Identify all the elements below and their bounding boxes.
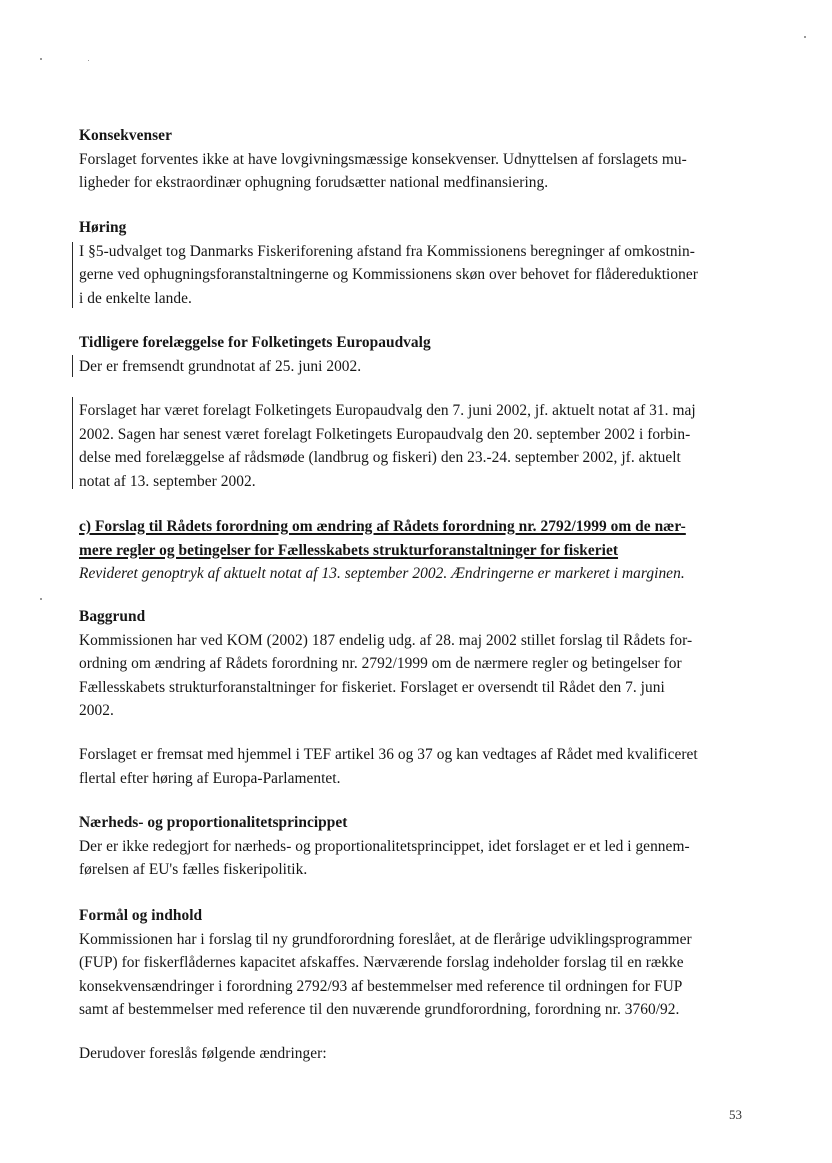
page-number: 53 (729, 1107, 742, 1122)
paragraph-line: Forslaget er fremsat med hjemmel i TEF artikel 36 og 37 og kan vedtages af Rådet med kvalificeret (79, 746, 698, 763)
paragraph-line: flertal efter høring af Europa-Parlamentet. (79, 769, 341, 787)
paragraph-line: Kommissionen har ved KOM (2002) 187 endelig udg. af 28. maj 2002 stillet forslag til Rådets for- (79, 631, 693, 649)
paragraph-line: 2002. Sagen har senest været forelagt Folketingets Europaudvalg den 20. september 2002 i forbin- (79, 425, 691, 443)
section-tidligere (79, 331, 743, 378)
section-horing (79, 216, 743, 310)
section-naerhed (79, 811, 743, 882)
change-bar-horing (72, 242, 73, 308)
paragraph-line: ligheder for ekstraordinær ophugning forudsætter national medfinansiering. (79, 174, 549, 191)
paragraph-line: Fællesskabets strukturforanstaltninger for fiskeriet. Forslaget er oversendt til Rådet den 7. juni (79, 678, 665, 696)
paragraph-line: Forslaget forventes ikke at have lovgivningsmæssige konsekvenser. Udnyttelsen af forslagets mu- (79, 150, 687, 168)
section-baggrund-paragraph (79, 743, 743, 790)
paragraph-line: Derudover foreslås følgende ændringer: (79, 1045, 327, 1062)
section-heading: Konsekvenser (79, 127, 172, 144)
revision-note: Revideret genoptryk af aktuelt notat af 13. september 2002. Ændringerne er markeret i marginen. (79, 565, 685, 582)
paragraph-line: i de enkelte lande. (79, 289, 192, 307)
paragraph-line: samt af bestemmelser med reference til den nuværende grundforordning, forordning nr. 3760/92. (79, 1001, 680, 1018)
paragraph-line: (FUP) for fiskerflådernes kapacitet afskaffes. Nærværende forslag indeholder forslag til en række (79, 954, 684, 971)
paragraph-line: notat af 13. september 2002. (79, 472, 256, 490)
paragraph-line: konsekvensændringer i forordning 2792/93 af bestemmelser med reference til ordningen for FUP (79, 977, 683, 995)
paragraph-line: førelsen af EU's fælles fiskeripolitik. (79, 861, 308, 878)
scan-speck (40, 58, 42, 60)
paragraph-line: Der er fremsendt grundnotat af 25. juni 2002. (79, 357, 362, 375)
section-heading: Tidligere forelæggelse for Folketingets Europaudvalg (79, 334, 431, 351)
section-formaal (79, 904, 743, 1022)
section-konsekvenser (79, 124, 743, 195)
paragraph-line: Forslaget har været forelagt Folketingets Europaudvalg den 7. juni 2002, jf. aktuelt notat af 31. maj (79, 402, 696, 419)
change-bar-grundnotat (72, 355, 73, 377)
paragraph-line: Der er ikke redegjort for nærheds- og proportionalitetsprincippet, idet forslaget er et led i gennem- (79, 837, 690, 855)
paragraph-line: I §5-udvalget tog Danmarks Fiskeriforening afstand fra Kommissionens beregninger af omkostnin- (79, 242, 695, 260)
paragraph-line: 2002. (79, 702, 114, 719)
scan-speck (804, 36, 806, 38)
proposal-title-line: mere regler og betingelser for Fællesskabets strukturforanstaltninger for fiskeriet (79, 541, 619, 559)
section-heading: Høring (79, 219, 127, 236)
section-heading: Baggrund (79, 608, 146, 625)
section-baggrund (79, 605, 743, 723)
proposal-c-title (79, 515, 743, 586)
paragraph-line: delse med forelæggelse af rådsmøde (landbrug og fiskeri) den 23.-24. september 2002, jf. aktuelt (79, 449, 681, 466)
section-derudover (79, 1042, 743, 1066)
proposal-title-line: c) Forslag til Rådets forordning om ændring af Rådets forordning nr. 2792/1999 om de nær- (79, 518, 686, 535)
section-heading: Nærheds- og proportionalitetsprincippet (79, 814, 348, 831)
scan-speck (88, 60, 89, 61)
paragraph-line: Kommissionen har i forslag til ny grundforordning foreslået, at de flerårige udviklingsprogrammer (79, 930, 692, 948)
section-tidligere-paragraph (79, 399, 743, 493)
scan-speck (40, 598, 42, 600)
change-bar-forelagt (72, 397, 73, 489)
section-heading: Formål og indhold (79, 907, 203, 924)
paragraph-line: ordning om ændring af Rådets forordning nr. 2792/1999 om de nærmere regler og betingelser for (79, 655, 682, 672)
paragraph-line: gerne ved ophugningsforanstaltningerne og Kommissionens skøn over behovet for flådereduktioner (79, 266, 698, 283)
